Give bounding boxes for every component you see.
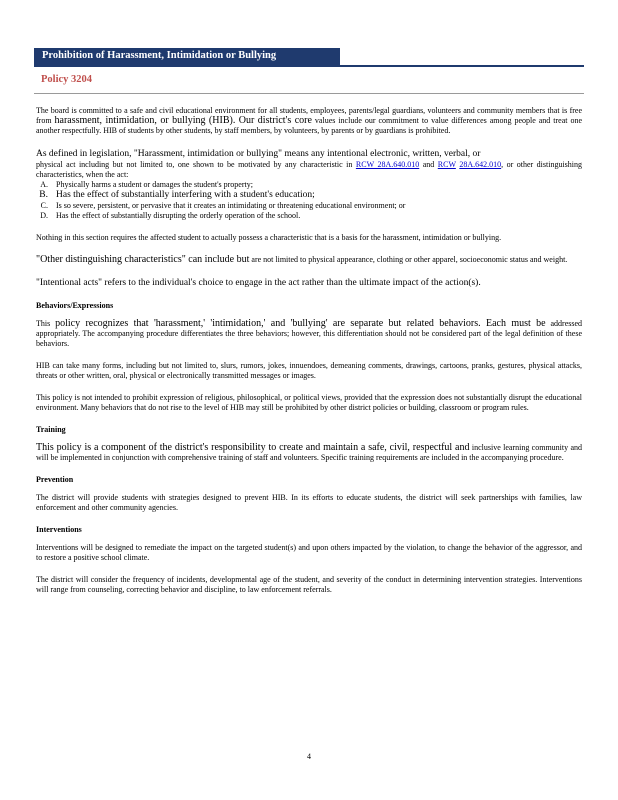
definition-text: physical act including but not limited to, one shown to be motivated by any characteristic in <box>36 160 353 169</box>
policy-number: Policy 3204 <box>41 74 93 85</box>
rcw-link-2a[interactable]: RCW <box>437 160 456 169</box>
training-rest: learning community and will be implemented in conjunction with comprehensive training of staff and volunteers. Specific training requirements are included in the accompanying procedure. <box>36 443 583 462</box>
list-item: C. Is so severe, persistent, or pervasive that it creates an intimidating or threatening educational environment; or <box>40 201 406 210</box>
behaviors-paragraph-2: HIB can take many forms, including but not limited to, slurs, rumors, jokes, innuendoes, demeaning comments, drawings, cartoons, pranks, gestures, physical attacks, threats or other written, oral, physical or electronically transmitted messages or images. <box>36 361 582 380</box>
intentional-acts-paragraph: "Intentional acts" refers to the individual's choice to engage in the act rather than the ultimate impact of the action(s). <box>36 278 481 288</box>
title-bar <box>34 48 340 65</box>
list-item: B. Has the effect of substantially interfering with a student's education; <box>39 190 315 200</box>
behaviors-p1-rest: addressed appropriately. The accompanying procedure differentiates the three behaviors; however, this differentiation should not be considered part of the legal definition of these behaviors. <box>36 319 583 348</box>
intro-text-1: The board is committed to a safe and civil educational environment for all students, employees, parents/legal guardians, volunteers and community members that is free from <box>36 106 582 125</box>
nothing-paragraph: Nothing in this section requires the affected student to actually possess a characteristic that is a basis for the harassment, intimidation or bullying. <box>36 233 502 242</box>
behaviors-p1-small: This <box>36 319 51 328</box>
rcw-link-1[interactable]: RCW 28A.640.010 <box>355 160 420 169</box>
definition-and: and <box>422 160 435 169</box>
behaviors-paragraph-1 <box>36 319 582 349</box>
intro-text-3: values include our commitment to value differences among people and treat one another respectfully. HIB of students by other students, by staff members, by volunteers, by parents or by guardians is prohibited. <box>36 116 582 135</box>
intro-paragraph <box>36 106 582 136</box>
behaviors-heading: Behaviors/Expressions <box>36 301 114 310</box>
training-heading: Training <box>36 425 66 434</box>
interventions-paragraph-1: Interventions will be designed to remediate the impact on the targeted student(s) and upon others impacted by the violation, to change the behavior of the aggressor, and to restore a positive school climate. <box>36 543 582 562</box>
rcw-link-2b[interactable]: 28A.642.010 <box>459 160 502 169</box>
prevention-paragraph: The district will provide students with strategies designed to prevent HIB. In its efforts to educate students, the district will seek partnerships with families, law enforcement and other community agencies. <box>36 493 582 512</box>
page-number: 4 <box>307 752 311 761</box>
interventions-heading: Interventions <box>36 525 82 534</box>
other-characteristics-paragraph <box>36 255 582 265</box>
training-paragraph <box>36 443 582 463</box>
other-characteristics-rest: are not limited to physical appearance, clothing or other apparel, socioeconomic status and weight. <box>251 255 568 264</box>
list-item: A. Physically harms a student or damages the student's property; <box>40 180 253 189</box>
list-item: D. Has the effect of substantially disrupting the orderly operation of the school. <box>40 211 301 220</box>
document-title: Prohibition of Harassment, Intimidation or Bullying <box>42 50 277 61</box>
behaviors-p1-big: policy recognizes that 'harassment,' 'intimidation,' and 'bullying' are separate but related behaviors. Each must be <box>55 318 546 329</box>
other-characteristics-lead: "Other distinguishing characteristics" can include but <box>36 254 250 265</box>
definition-list <box>36 180 582 221</box>
prevention-heading: Prevention <box>36 475 74 484</box>
definition-lead: As defined in legislation, "Harassment, intimidation or bullying" means any intentional electronic, written, verbal, or <box>36 149 481 159</box>
definition-body <box>36 160 582 180</box>
policy-rule <box>34 93 584 94</box>
behaviors-paragraph-3: This policy is not intended to prohibit expression of religious, philosophical, or political views, provided that the expression does not substantially disrupt the educational environment. Many behaviors that do not rise to the level of HIB may still be prohibited by other district policies or building, classroom or program rules. <box>36 393 582 412</box>
interventions-paragraph-2: The district will consider the frequency of incidents, developmental age of the student, and severity of the conduct in determining intervention strategies. Interventions will range from counseling, correcting behavior and discipline, to law enforcement referrals. <box>36 575 582 594</box>
document-body <box>36 106 582 595</box>
training-tail: inclusive <box>471 443 501 452</box>
training-lead: This policy is a component of the district's responsibility to create and maintain a safe, civil, respectful and <box>36 442 470 453</box>
title-rule <box>34 65 584 67</box>
definition-tail: , or other distinguishing characteristics, when the act: <box>36 160 583 179</box>
intro-text-2: harassment, intimidation, or bullying (HIB). Our district's core <box>54 115 312 126</box>
